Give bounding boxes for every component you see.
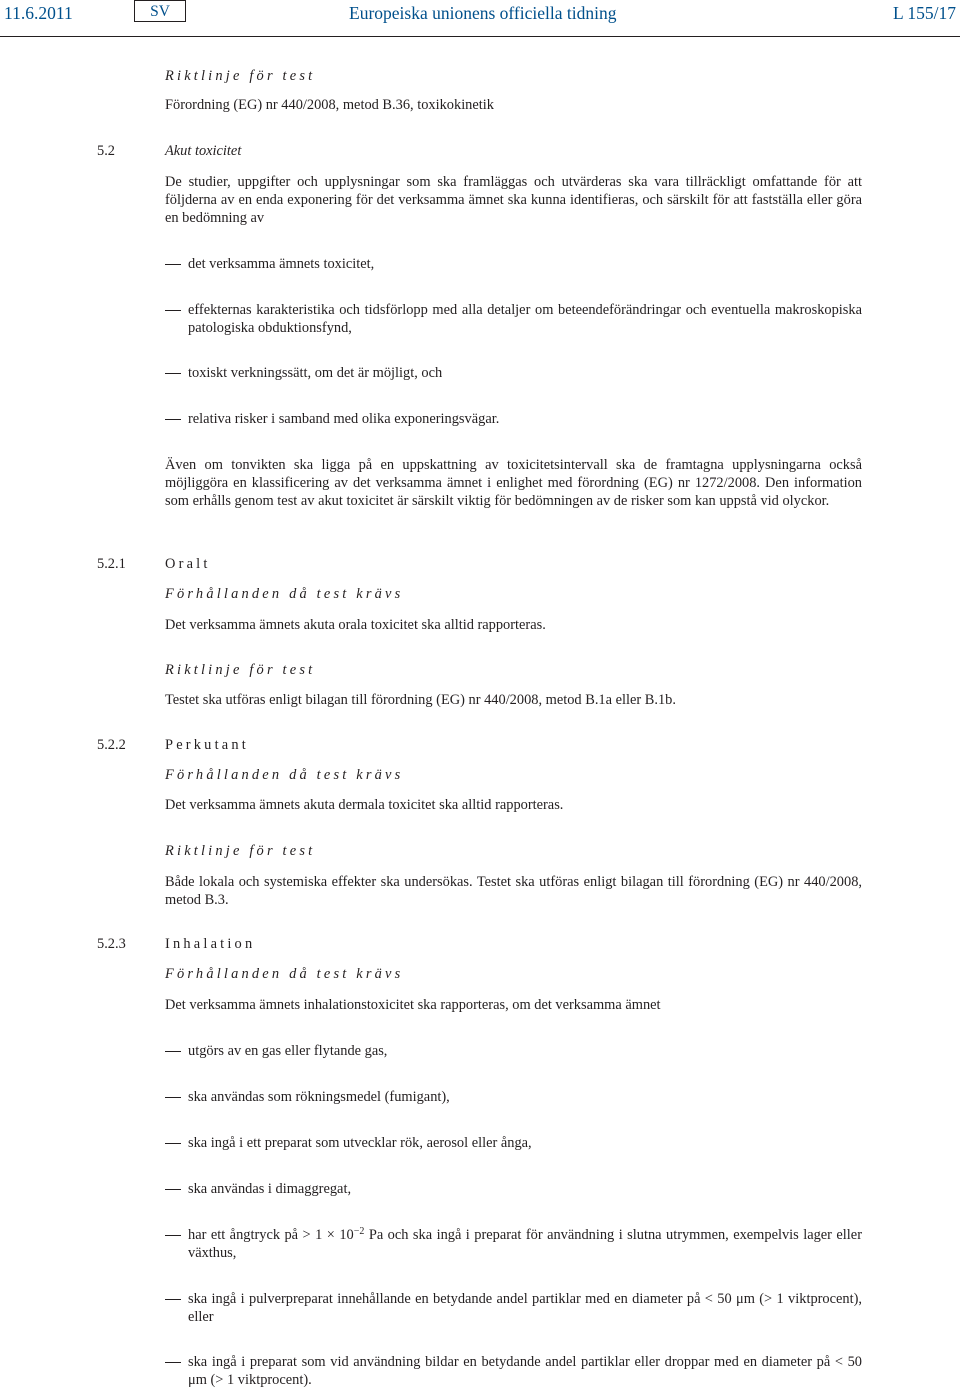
guideline-text: Förordning (EG) nr 440/2008, metod B.36, toxikokinetik (165, 97, 494, 113)
dash-marker (165, 1143, 181, 1144)
dash-marker (165, 1362, 181, 1363)
dash-marker (165, 310, 181, 311)
bullet-item (165, 1354, 862, 1390)
dash-marker (165, 1299, 181, 1300)
language-badge: SV (134, 0, 186, 22)
bullet-text: ska användas som rökningsmedel (fumigant), (188, 1089, 450, 1105)
dash-marker (165, 419, 181, 420)
section-number: 5.2 (97, 143, 115, 159)
bullet-item (165, 411, 862, 429)
bullet-text-vapour-pressure (188, 1227, 862, 1263)
section-intro-paragraph: De studier, uppgifter och upplysningar som ska framläggas och utvärderas ska vara tillräckligt omfattande för att följderna av en enda exponering för det verksamma ämnet ska kunna identifieras, och särskilt för att fastställa eller göra en bedömning av (165, 174, 862, 226)
bullet-item (165, 365, 862, 383)
dash-marker (165, 1189, 181, 1190)
bullet-text-start: har ett ångtryck på > 1 × 10 (188, 1227, 354, 1243)
dash-marker (165, 264, 181, 265)
guideline-text: Både lokala och systemiska effekter ska undersökas. Testet ska utföras enligt bilagan till förordning (EG) nr 440/2008, metod B.3. (165, 874, 862, 908)
section-title: Akut toxicitet (165, 143, 242, 159)
condition-text: Det verksamma ämnets akuta orala toxicitet ska alltid rapporteras. (165, 617, 546, 633)
guideline-heading: Riktlinje för test (165, 662, 316, 678)
guideline-heading: Riktlinje för test (165, 68, 316, 84)
bullet-item (165, 1227, 862, 1263)
bullet-item (165, 1181, 862, 1199)
bullet-text-end: Pa och ska ingå i preparat för användning i slutna utrymmen, exempelvis lager eller växthus, (188, 1227, 862, 1261)
exponent: −2 (353, 1226, 365, 1237)
condition-heading: Förhållanden då test krävs (165, 966, 404, 982)
subsection-title: Perkutant (165, 737, 249, 753)
subsection-number: 5.2.1 (97, 556, 126, 572)
subsection-number: 5.2.3 (97, 936, 126, 952)
bullet-text: utgörs av en gas eller flytande gas, (188, 1043, 388, 1059)
condition-text: Det verksamma ämnets inhalationstoxicitet ska rapporteras, om det verksamma ämnet (165, 997, 661, 1013)
bullet-text: ska ingå i ett preparat som utvecklar rök, aerosol eller ånga, (188, 1135, 532, 1151)
condition-text: Det verksamma ämnets akuta dermala toxicitet ska alltid rapporteras. (165, 797, 564, 813)
bullet-item (165, 1291, 862, 1327)
bullet-item (165, 1043, 862, 1061)
bullet-text: ska ingå i preparat som vid användning bildar en betydande andel partiklar eller droppar med en diameter på < 50 μm (> 1 viktprocent). (188, 1354, 862, 1388)
bullet-item (165, 302, 862, 338)
bullet-item (165, 256, 862, 274)
dash-marker (165, 1097, 181, 1098)
condition-heading: Förhållanden då test krävs (165, 767, 404, 783)
guideline-heading: Riktlinje för test (165, 843, 316, 859)
header-rule (0, 36, 960, 37)
guideline-text: Testet ska utföras enligt bilagan till förordning (EG) nr 440/2008, metod B.1a eller B.1b. (165, 692, 676, 708)
publication-date: 11.6.2011 (4, 3, 73, 23)
page-number: L 155/17 (892, 3, 956, 23)
subsection-title: Oralt (165, 556, 211, 572)
bullet-text: relativa risker i samband med olika exponeringsvägar. (188, 411, 500, 427)
bullet-text: ska användas i dimaggregat, (188, 1181, 352, 1197)
dash-marker (165, 1051, 181, 1052)
section-paragraph: Även om tonvikten ska ligga på en uppskattning av toxicitetsintervall ska de framtagna upplysningarna också möjliggöra en klassificering av det verksamma ämnet i enlighet med förordning (EG) nr 1272/2008. Den information som erhålls genom test av akut toxicitet är särskilt viktig för bedömningen av de risker som kan uppstå vid olyckor. (165, 457, 862, 509)
bullet-item (165, 1089, 862, 1107)
condition-heading: Förhållanden då test krävs (165, 586, 404, 602)
subsection-title: Inhalation (165, 936, 256, 952)
bullet-text: effekternas karakteristika och tidsförlopp med alla detaljer om beteendeförändringar och eventuella makroskopiska patologiska obduktionsfynd, (188, 302, 862, 336)
subsection-number: 5.2.2 (97, 737, 126, 753)
dash-marker (165, 373, 181, 374)
dash-marker (165, 1235, 181, 1236)
journal-title: Europeiska unionens officiella tidning (349, 3, 617, 23)
page-header (0, 0, 960, 40)
bullet-text: det verksamma ämnets toxicitet, (188, 256, 375, 272)
bullet-item (165, 1135, 862, 1153)
bullet-text: ska ingå i pulverpreparat innehållande en betydande andel partiklar med en diameter på < 50 μm (> 1 viktprocent), eller (188, 1291, 862, 1325)
bullet-text: toxiskt verkningssätt, om det är möjligt, och (188, 365, 443, 381)
